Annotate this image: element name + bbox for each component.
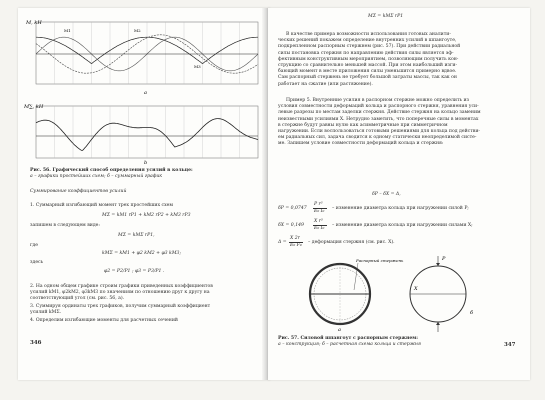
ring-construction <box>310 258 403 332</box>
item-2-line-3: соответствующий угол (см. рис. 56, а). <box>30 296 125 301</box>
label-m1: M1 <box>64 28 71 33</box>
eq-dx-lhs: δX = 0,149 <box>278 223 304 228</box>
fig-p: P <box>442 256 446 262</box>
p1-line: силы постановка стержня по направлению действия силы является эф- <box>278 50 454 56</box>
eq-dx-num: X r³ <box>314 219 323 224</box>
page-number-left: 346 <box>30 340 42 346</box>
formula-4: φ2 = P2/P1 ; φ3 = P3/P1 . <box>104 269 165 274</box>
fig-x: X <box>414 286 418 292</box>
tag-a: a <box>144 90 147 96</box>
fig57-drawing <box>298 254 498 332</box>
here-label: здесь <box>30 260 44 265</box>
p1-line: работает на сжатие (или растяжение). <box>278 81 373 87</box>
p2-line: в стержне будут равны нулю как асимметричные при симметричном <box>278 122 448 128</box>
eq-d-den: E₀ F₀ <box>290 243 302 248</box>
right-page <box>268 8 530 380</box>
eq-d-lhs: Δ = <box>278 240 287 245</box>
p1-line: фективным конструктивным мероприятием, позволяющим получить кон- <box>278 56 459 62</box>
top-y-label: M, kH <box>26 20 42 26</box>
item-2-line-1: 2. На одном общем графике строим графики приведенных коэффициентов <box>30 284 213 289</box>
p2-line: условия совместности деформаций кольца и распорного стержня, уравнения уси- <box>278 104 479 110</box>
p2-line: ем радиальных сил, задача сводится к одному статически неопределимой систе- <box>278 135 477 141</box>
fig-tag-a: a <box>338 327 341 332</box>
p2-line: неизвестными усилиями X. Нетрудно заметить, что поперечные силы в моментах <box>278 116 479 122</box>
p1-line: ческих решений покажем определение внутренних усилий в шпангоуте, <box>278 38 457 44</box>
eq-dp-lhs: δP = 0,0747 <box>278 206 307 211</box>
moment-graphs-chart <box>24 14 264 164</box>
p1-line: подкрепленном распорным стержнем (рис. 57). При действии радиальной <box>278 44 461 50</box>
p2-line: ме. Запишем условие совместности деформаций кольца и стержня: <box>278 141 444 147</box>
fig57-caption-sub: а – конструкция; б – расчетная схема кольца и стержня <box>278 342 421 347</box>
item-3-line-2: усилий kMΣ. <box>30 310 62 315</box>
bottom-y-label: M∑, kH <box>24 104 44 110</box>
summation-heading: Суммирование коэффициентов усилий <box>30 189 127 194</box>
eq-d-text: – деформация стержня (см. рис. X). <box>308 240 395 245</box>
p2-line: нагружении. Если воспользоваться готовыми решениями для кольца под действи- <box>278 129 480 134</box>
ring-scheme <box>410 256 474 332</box>
left-page <box>18 8 270 380</box>
eq-dp-text: – изменение диаметра кольца при нагружении силой P; <box>332 206 469 211</box>
write-line: запишем в следующем виде: <box>30 223 100 228</box>
p2-line: Пример 5. Внутренние усилия в распорном стержне можно определить из <box>286 98 470 103</box>
p1-line: Сам распорный стержень не требует большой затраты массы, так как он <box>278 75 457 81</box>
formula-2: MΣ = kMΣ rP1, <box>118 233 155 238</box>
item-2-line-2: усилий kM1, φ2kM2, φ3kM3 по значениям по отношению друг к другу на <box>30 290 210 295</box>
label-m2: M2 <box>134 28 141 33</box>
eq-d-num: X 2r <box>290 236 300 241</box>
right-top-formula: MΣ = kMΣ rP1 <box>368 14 404 19</box>
formula-1: MΣ = kM1 rP1 + kM2 rP2 + kM3 rP3 <box>102 213 191 218</box>
fig56-caption-sub: а – графики простейших схем; б – суммарный график <box>30 174 163 179</box>
where-label: где <box>30 243 38 248</box>
fig-tag-b: б <box>470 310 474 316</box>
chart-a <box>25 20 258 96</box>
chart-b <box>24 104 258 164</box>
item-3-line-1: 3. Суммируя ординаты трех графиков, получим суммарный коэффициент <box>30 304 211 309</box>
eq-dp-num: P r³ <box>314 202 323 207</box>
rod-label: Распорный стержень <box>356 258 404 263</box>
eq-main: δP – δX = Δ, <box>372 192 401 197</box>
eq-dp-den: E₀ I₀ <box>314 209 325 214</box>
p1-line: В качестве примера возможности использования готовых аналити- <box>286 32 451 37</box>
p2-line: левые разрезы по местам заделки стержня. Действие стержня на кольцо заменим <box>278 110 481 116</box>
label-m3: M3 <box>194 64 201 69</box>
eq-dx-text: – изменение диаметра кольца при нагружении силами X; <box>332 223 473 228</box>
formula-3: kMΣ = kM1 + φ2 kM2 + φ3 kM3; <box>102 251 182 256</box>
fig56-caption: Рис. 56. Графический способ определения усилий в кольце: <box>30 168 193 173</box>
page-number-right: 347 <box>504 342 516 348</box>
item-4: 4. Определим изгибающие моменты для расчетных сечений <box>30 318 178 323</box>
eq-dx-den: E₀ I₀ <box>314 226 325 231</box>
p1-line: струкцию со сравнительно меньшей массой. При этом наибольший изги- <box>278 63 458 68</box>
fig57-caption: Рис. 57. Силовой шпангоут с распорным стержнем: <box>278 336 418 341</box>
item-1: 1. Суммарный изгибающий момент трех простейших схем <box>30 203 173 208</box>
tag-b: b <box>144 160 148 164</box>
p1-line: бающий момент в месте приложения силы уменьшится примерно вдвое. <box>278 69 457 75</box>
